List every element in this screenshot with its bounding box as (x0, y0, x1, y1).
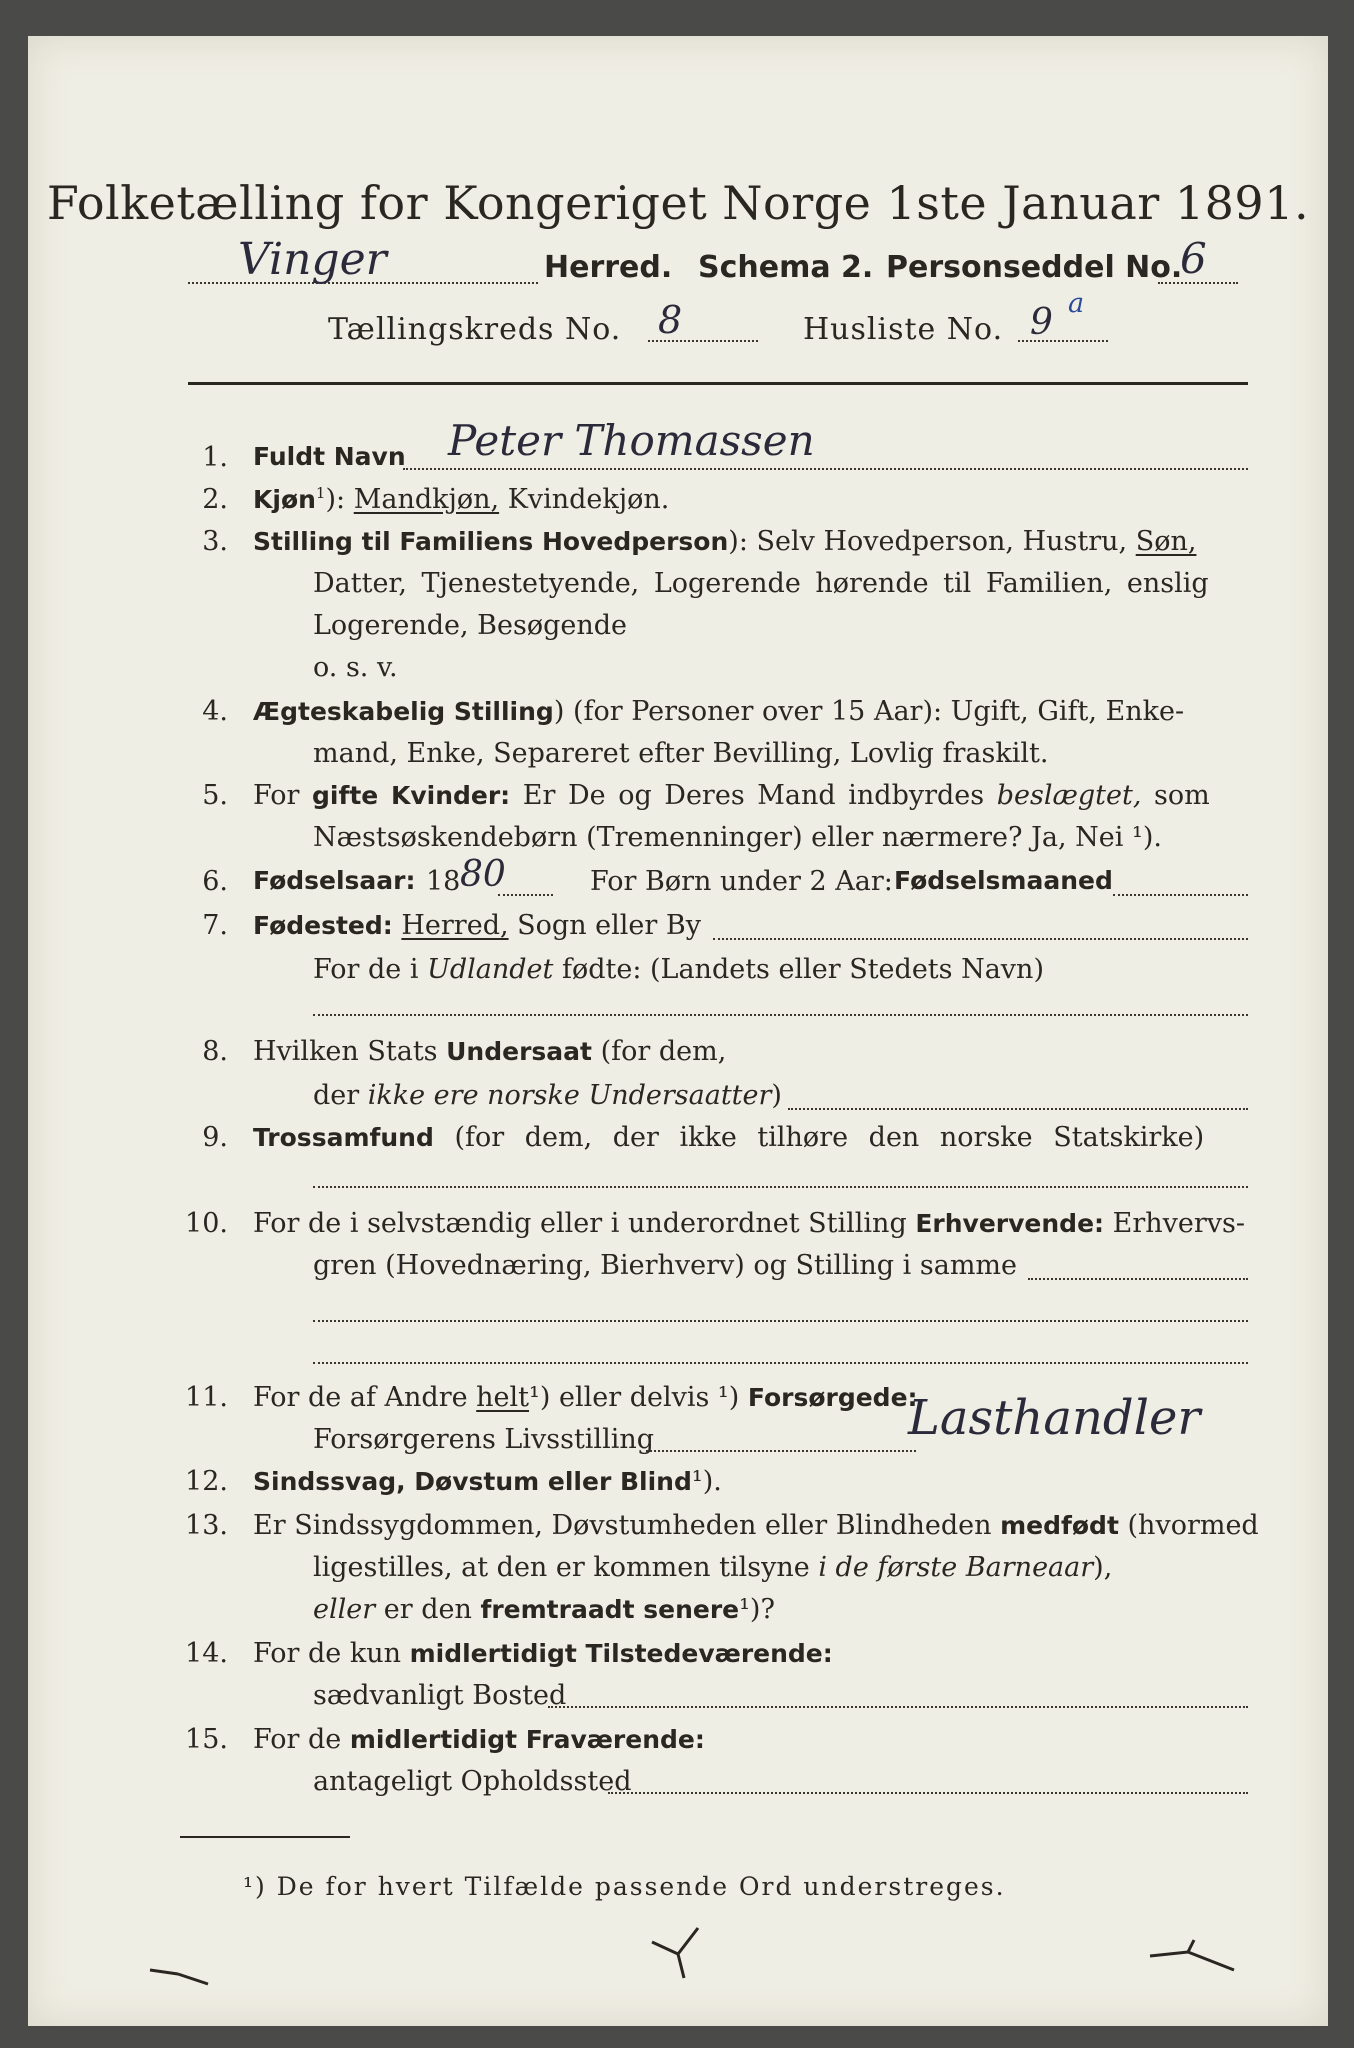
q3-line1 (253, 526, 1196, 557)
q15-line1-a: For de (253, 1724, 342, 1755)
q9-line1 (253, 1122, 1204, 1153)
q15-number: 15. (185, 1724, 228, 1755)
q5-line2: Næstsøskendebørn (Tremenninger) eller nærmere? Ja, Nei ¹). (313, 822, 1162, 853)
q13-line2 (313, 1552, 1112, 1583)
q1-value: Peter Thomassen (448, 416, 815, 465)
q6-number: 6. (202, 866, 228, 897)
q7-line2-b: Udlandet (427, 954, 554, 985)
q11-label: Forsørgede: (747, 1383, 918, 1412)
q12-number: 12. (185, 1466, 228, 1497)
q5-line1-a: For (253, 780, 300, 811)
q1-dotted-line (403, 468, 1248, 470)
q13-line3 (313, 1594, 775, 1625)
q6-prefix: 18 (426, 866, 461, 897)
q6-dotted-line (498, 894, 553, 896)
q11-number: 11. (185, 1382, 228, 1413)
husliste-extra: a (1068, 288, 1085, 319)
q7-dotted-line (713, 938, 1248, 940)
q13-line3-a: eller (313, 1594, 376, 1625)
kreds-value: 8 (658, 298, 683, 342)
q8-line1-a: Hvilken Stats (253, 1036, 438, 1067)
q3-line1-rest: ): Selv Hovedperson, Hustru, (728, 526, 1128, 557)
q6-label: Fødselsaar: (253, 866, 416, 895)
q5-line1-c: Er De og Deres Mand indbyrdes (522, 780, 985, 811)
stray-mark-center (648, 1922, 708, 1982)
q3-number: 3. (202, 526, 228, 557)
q4-line2: mand, Enke, Separeret efter Bevilling, Lovlig fraskilt. (313, 738, 1049, 769)
q11-line1-b: ¹) eller delvis ¹) (529, 1382, 740, 1413)
q14-line2: sædvanligt Bosted (313, 1680, 567, 1711)
q9-number: 9. (202, 1122, 228, 1153)
q11-line1 (253, 1382, 918, 1413)
kreds-label: Tællingskreds No. (328, 312, 622, 347)
q14-line1-a: For de kun (253, 1638, 401, 1669)
q3-line2: Datter, Tjenestetyende, Logerende hørende til Familien, enslig (313, 568, 1209, 599)
q1-number: 1. (202, 442, 228, 473)
q8-line2-b: ikke ere norske Undersaatter (367, 1080, 772, 1111)
q14-dotted-line (548, 1706, 1248, 1708)
q4-line1 (253, 696, 1184, 727)
q15-label: midlertidigt Fraværende: (349, 1725, 705, 1754)
q10-answer-line-1 (313, 1320, 1248, 1322)
q8-line2-a: der (313, 1080, 360, 1111)
q2-option-kvindekjon: Kvindekjøn. (507, 484, 670, 515)
q7-line2 (313, 954, 1044, 985)
q14-number: 14. (185, 1638, 228, 1669)
q5-label: gifte Kvinder: (312, 781, 511, 810)
q11-line1-a: For de af Andre (253, 1382, 468, 1413)
q7-line2-c: fødte: (Landets eller Stedets Navn) (561, 954, 1044, 985)
q2-option-mandkjon: Mandkjøn, (353, 484, 500, 515)
q13-line1-c: (hvormed (1127, 1510, 1259, 1541)
q9-rest: (for dem, der ikke tilhøre den norske Statskirke) (454, 1122, 1205, 1153)
q11-dotted-line (646, 1450, 916, 1452)
q9-answer-line (313, 1186, 1248, 1188)
form-title: Folketælling for Kongeriget Norge 1ste Januar 1891. (46, 176, 1310, 230)
herred-value: Vinger (238, 234, 387, 285)
q8-number: 8. (202, 1036, 228, 1067)
q10-dotted-line (1028, 1278, 1248, 1280)
q7-label: Fødested: (253, 911, 393, 940)
q15-line2: antageligt Opholdssted (313, 1766, 632, 1797)
q7-number: 7. (202, 910, 228, 941)
kreds-dotted-line (648, 340, 758, 342)
q6-mid: For Børn under 2 Aar: (590, 866, 893, 897)
q8-label: Undersaat (446, 1037, 592, 1066)
personseddel-dotted-line (1158, 282, 1238, 284)
q6-value: 80 (460, 854, 506, 895)
q13-line2-c: ), (1093, 1552, 1113, 1583)
header-rule (188, 382, 1248, 385)
q13-label: medfødt (1000, 1511, 1119, 1540)
q12-rest: ¹). (691, 1466, 722, 1497)
q13-line2-b: i de første Barneaar (818, 1552, 1094, 1583)
q11-value: Lasthandler (908, 1390, 1201, 1446)
q12-label: Sindssvag, Døvstum eller Blind (253, 1467, 692, 1496)
q3-option-son: Søn, (1135, 526, 1197, 557)
q13-line2-a: ligestilles, at den er kommen tilsyne (313, 1552, 810, 1583)
q10-line1-a: For de i selvstændig eller i underordnet Stilling (253, 1208, 907, 1239)
q10-line1 (253, 1208, 1245, 1239)
q11-line2: Forsørgerens Livsstilling (313, 1424, 655, 1455)
stray-mark-right (1148, 1936, 1238, 1976)
husliste-value: 9 (1030, 302, 1053, 343)
q11-option-helt: helt (476, 1382, 530, 1413)
q7-line2-a: For de i (313, 954, 419, 985)
q13-line1 (253, 1510, 1259, 1541)
q5-line1 (253, 780, 1210, 811)
q1-label: Fuldt Navn (253, 442, 406, 471)
q2-label: Kjøn (253, 485, 316, 514)
q2-line (253, 484, 669, 515)
q14-label: midlertidigt Tilstedeværende: (409, 1639, 833, 1668)
q13-number: 13. (185, 1510, 228, 1541)
q13-line3-d: ¹)? (739, 1594, 775, 1625)
q10-label: Erhvervende: (915, 1209, 1105, 1238)
q7-answer-line (313, 1014, 1248, 1016)
q13-line3-c: fremtraadt senere (480, 1595, 740, 1624)
q6-label2: Fødselsmaaned (894, 866, 1113, 895)
q4-number: 4. (202, 696, 228, 727)
q2-number: 2. (202, 484, 228, 515)
schema-label: Schema 2. (698, 250, 874, 285)
q2-colon: ): (325, 484, 346, 515)
q6-month-dotted-line (1113, 894, 1248, 896)
personseddel-value: 6 (1180, 234, 1207, 283)
personseddel-label: Personseddel No. (886, 250, 1183, 285)
q2-sup: 1 (315, 484, 326, 502)
q7-rest: Sogn eller By (517, 910, 701, 941)
q3-line4: o. s. v. (313, 652, 398, 683)
husliste-label: Husliste No. (803, 312, 1004, 347)
q4-label: Ægteskabelig Stilling (253, 697, 554, 726)
husliste-dotted-line (1018, 340, 1108, 342)
q5-number: 5. (202, 780, 228, 811)
footnote: ¹) De for hvert Tilfælde passende Ord understreges. (243, 1872, 1006, 1901)
q5-line1-e: som (1154, 780, 1210, 811)
q8-line1 (253, 1036, 726, 1067)
q8-dotted-line (788, 1108, 1248, 1110)
q7-option-herred: Herred, (401, 910, 509, 941)
q15-line1 (253, 1724, 705, 1755)
q10-number: 10. (185, 1208, 228, 1239)
herred-label: Herred. (544, 250, 673, 285)
q10-line2: gren (Hovednæring, Bierhverv) og Stilling i samme (313, 1250, 1018, 1281)
q15-dotted-line (608, 1792, 1248, 1794)
q13-line3-b: er den (383, 1594, 472, 1625)
q9-label: Trossamfund (253, 1123, 434, 1152)
q13-line1-a: Er Sindssygdommen, Døvstumheden eller Blindheden (253, 1510, 992, 1541)
q7-line1 (253, 910, 701, 941)
q8-line1-c: (for dem, (600, 1036, 727, 1067)
q10-line1-c: Erhvervs- (1112, 1208, 1246, 1239)
q10-answer-line-2 (313, 1362, 1248, 1364)
stray-mark-left (148, 1956, 228, 1986)
census-form-sheet (28, 36, 1328, 2026)
q3-label: Stilling til Familiens Hovedperson (253, 527, 729, 556)
q14-line1 (253, 1638, 833, 1669)
q8-line2-c: ) (771, 1080, 782, 1111)
footnote-rule (180, 1836, 350, 1838)
q5-line1-d: beslægtet, (996, 780, 1142, 811)
q4-line1-rest: ) (for Personer over 15 Aar): Ugift, Gift, Enke- (553, 696, 1185, 727)
q8-line2 (313, 1080, 782, 1111)
q12-line (253, 1466, 722, 1497)
q3-line3: Logerende, Besøgende (313, 610, 627, 641)
